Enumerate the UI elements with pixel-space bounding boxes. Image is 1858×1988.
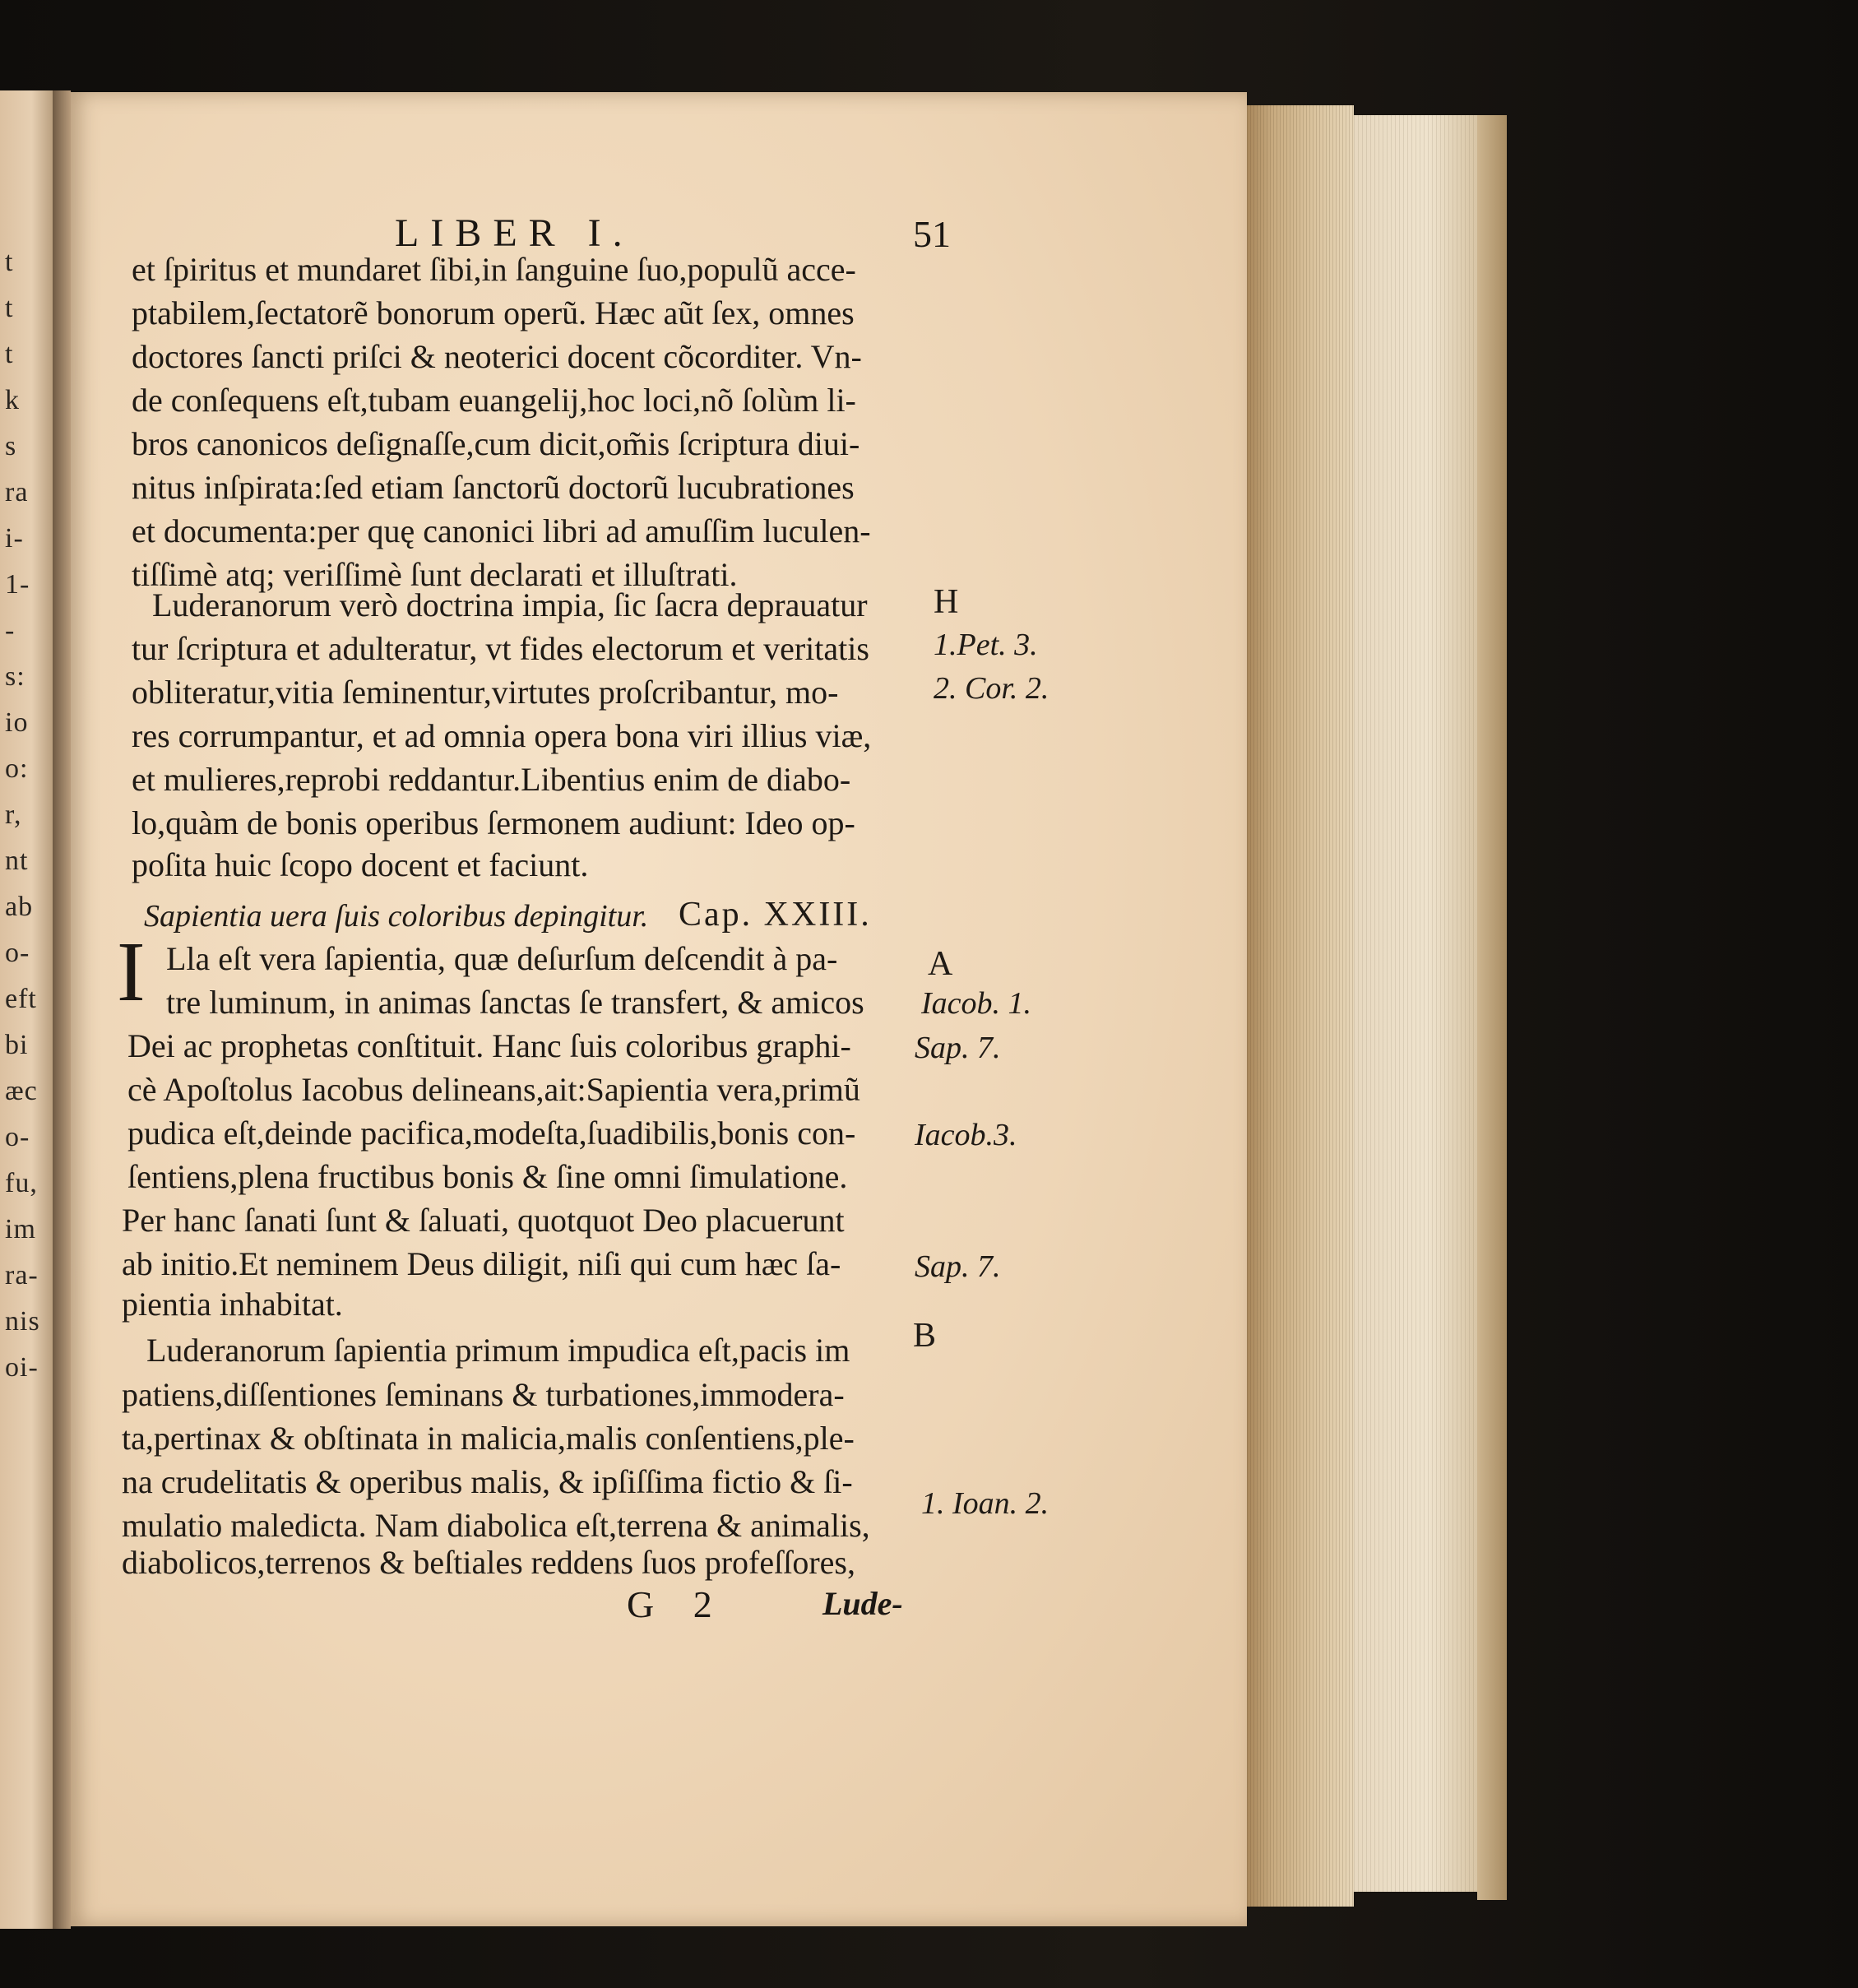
text-block-fore-edge	[1247, 105, 1354, 1907]
left-page-fragment: bi	[5, 1030, 29, 1060]
left-page-fragment: t	[5, 247, 14, 277]
left-page-fragment: ra-	[5, 1260, 39, 1291]
body-line: poſita huic ſcopo docent et faciunt.	[132, 846, 589, 883]
binding-board-edge	[1477, 115, 1507, 1900]
chapter-line: ta,pertinax & obſtinata in malicia,malis conſentiens,ple-	[122, 1420, 855, 1457]
drop-capital: I	[117, 924, 146, 1019]
chapter-line: pientia inhabitat.	[122, 1286, 343, 1323]
left-page-fragment: nt	[5, 846, 29, 876]
body-line: Luderanorum verò doctrina impia, ſic ſacra deprauatur	[152, 586, 868, 623]
margin-ref: Sap. 7.	[915, 1249, 1001, 1284]
previous-page-edge	[0, 90, 55, 1929]
margin-ref: 1.Pet. 3.	[934, 628, 1038, 662]
left-page-fragment: s:	[5, 661, 25, 692]
body-line: et ſpiritus et mundaret ſibi,in ſanguine ſuo,populũ acce-	[132, 251, 856, 288]
left-page-fragment: 1-	[5, 569, 30, 600]
margin-ref: 2. Cor. 2.	[934, 671, 1049, 706]
page-stack-edge	[1354, 115, 1477, 1892]
chapter-caption: Sapientia uera ſuis coloribus depingitur.	[144, 899, 649, 934]
margin-letter-h: H	[934, 583, 959, 621]
left-page-fragment: -	[5, 615, 16, 646]
chapter-line: Per hanc ſanati ſunt & ſaluati, quotquot Deo placuerunt	[122, 1202, 845, 1239]
margin-letter-b: B	[913, 1317, 937, 1355]
left-page-fragment: im	[5, 1214, 36, 1244]
left-page-fragment: r,	[5, 799, 22, 830]
left-page-fragment: eft	[5, 984, 37, 1014]
chapter-line: ſentiens,plena fructibus bonis & ſine omni ſimulatione.	[127, 1158, 848, 1195]
left-page-fragment: fu,	[5, 1168, 38, 1198]
left-page-fragment: ab	[5, 892, 34, 922]
chapter-line: Luderanorum ſapientia primum impudica eſt,pacis im	[146, 1332, 850, 1369]
body-line: lo,quàm de bonis operibus ſermonem audiunt: Ideo op-	[132, 804, 855, 841]
running-head: LIBER I.	[395, 211, 634, 255]
left-page-fragment: io	[5, 707, 29, 738]
body-line: obliteratur,vitia ſeminentur,virtutes proſcribantur, mo-	[132, 674, 839, 711]
catchword: Lude-	[822, 1585, 903, 1622]
left-page-fragment: ra	[5, 477, 29, 507]
margin-ref: Sap. 7.	[915, 1031, 1001, 1065]
left-page-fragment: o-	[5, 1122, 30, 1152]
signature-mark: G 2	[627, 1583, 727, 1625]
margin-ref: Iacob.3.	[915, 1118, 1017, 1152]
body-line: tiſſimè atq; veriſſimè ſunt declarati et illuſtrati.	[132, 556, 738, 593]
left-page-fragment: nis	[5, 1306, 40, 1337]
margin-ref: Iacob. 1.	[921, 986, 1032, 1021]
chapter-line: Lla eſt vera ſapientia, quæ deſurſum deſcendit à pa-	[166, 940, 838, 977]
chapter-line: mulatio maledicta. Nam diabolica eſt,terrena & animalis,	[122, 1507, 870, 1544]
chapter-line: na crudelitatis & operibus malis, & ipſiſſima fictio & ſi-	[122, 1463, 853, 1500]
body-line: nitus inſpirata:ſed etiam ſanctorũ doctorũ lucubrationes	[132, 469, 855, 506]
chapter-line: diabolicos,terrenos & beſtiales reddens ſuos profeſſores,	[122, 1544, 855, 1581]
left-page-fragment: i-	[5, 523, 24, 554]
body-line: tur ſcriptura et adulteratur, vt fides electorum et veritatis	[132, 630, 869, 667]
margin-ref: 1. Ioan. 2.	[921, 1486, 1049, 1521]
body-line: bros canonicos deſignaſſe,cum dicit,om̃is ſcriptura diui-	[132, 425, 860, 462]
body-line: res corrumpantur, et ad omnia opera bona viri illius viæ,	[132, 717, 872, 754]
chapter-line: ab initio.Et neminem Deus diligit, niſi qui cum hæc ſa-	[122, 1245, 841, 1282]
gutter	[53, 90, 71, 1929]
chapter-line: cè Apoſtolus Iacobus delineans,ait:Sapientia vera,primũ	[127, 1071, 860, 1108]
chapter-line: tre luminum, in animas ſanctas ſe transfert, & amicos	[166, 984, 864, 1021]
left-page-fragment: æc	[5, 1076, 38, 1106]
left-page-fragment: s	[5, 431, 17, 461]
chapter-line: Dei ac prophetas conſtituit. Hanc ſuis coloribus graphi-	[127, 1027, 851, 1064]
left-page-fragment: t	[5, 293, 14, 323]
body-line: doctores ſancti priſci & neoterici docent cõcorditer. Vn-	[132, 338, 862, 375]
folio-number: 51	[913, 213, 951, 255]
chapter-number: Cap. XXIII.	[679, 896, 872, 934]
left-page-fragment: o-	[5, 938, 30, 968]
chapter-line: patiens,diſſentiones ſeminans & turbationes,immodera-	[122, 1376, 845, 1413]
left-page-fragment: oi-	[5, 1352, 39, 1383]
body-line: ptabilem,ſectatorẽ bonorum operũ. Hæc aũt ſex, omnes	[132, 294, 855, 331]
margin-letter-a: A	[928, 945, 953, 983]
left-page-fragment: k	[5, 385, 20, 415]
body-line: de conſequens eſt,tubam euangelij,hoc loci,nõ ſolùm li-	[132, 382, 856, 419]
left-page-fragment: t	[5, 339, 14, 369]
left-page-fragment: o:	[5, 753, 29, 784]
body-line: et mulieres,reprobi reddantur.Libentius enim de diabo-	[132, 761, 851, 798]
chapter-line: pudica eſt,deinde pacifica,modeſta,ſuadibilis,bonis con-	[127, 1114, 856, 1152]
body-line: et documenta:per quę canonici libri ad amuſſim luculen-	[132, 512, 871, 549]
